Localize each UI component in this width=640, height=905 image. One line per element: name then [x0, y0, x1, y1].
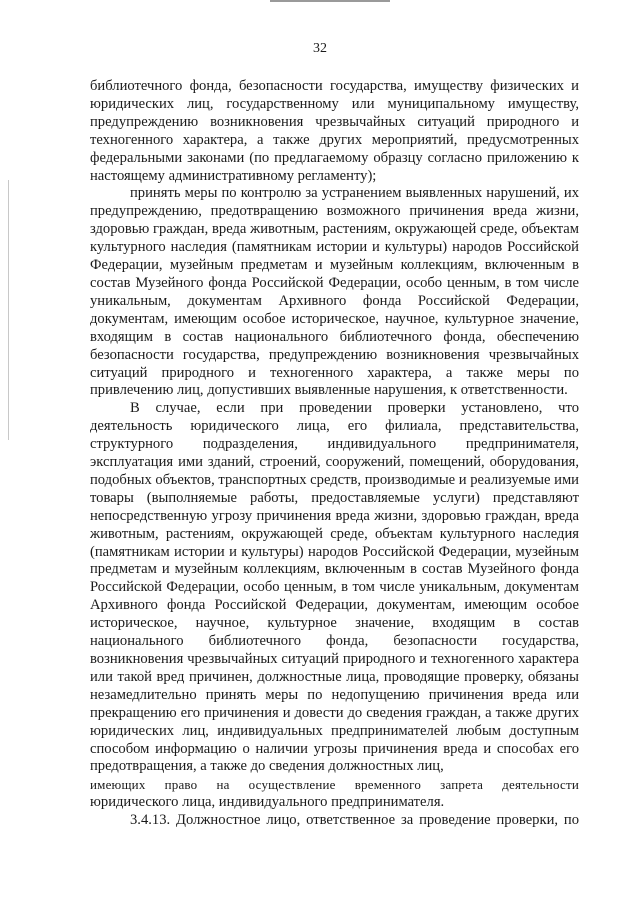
paragraph-3: В случае, если при проведении проверки установлено, что деятельность юридического лица, его филиала, представительства, структурного подразделения, индивидуального предпринимателя, эксплуатация ими зданий, строений, сооружений, помещений, оборудования, подобных объектов, транспортных средств, производимые и реализуемые ими товары (выполняемые работы, предоставляемые услуги) представляют непосредственную угрозу причинения вреда жизни, здоровью граждан, вреда животным, растениям, окружающей среде, объектам культурного наследия (памятникам истории и культуры) народов Российской Федерации, музейным предметам и музейным коллекциям, включенным в состав Музейного фонда Российской Федерации, особо ценным, в том числе уникальным, документам Архивного фонда Российской Федерации, документам, имеющим особое историческое, научное, культурное значение, входящим в состав национального библиотечного фонда, безопасности государства, возникновения чрезвычайных ситуаций природного и техногенного характера или такой вред причинен, должностные лица, проводящие проверку, обязаны незамедлительно принять меры по недопущению причинения вреда или прекращению его причинения и довести до сведения граждан, а также других юридических лиц, индивидуальных предпринимателей любым доступным способом информацию о наличии угрозы причинения вреда и способах его предотвращения, а также до сведения должностных лиц,: [90, 400, 579, 775]
paragraph-4: 3.4.13. Должностное лицо, ответственное за проведение проверки, по: [130, 812, 579, 829]
page-number: 32: [313, 41, 327, 56]
document-body: [90, 78, 579, 830]
paragraph-2: принять меры по контролю за устранением выявленных нарушений, их предупреждению, предотвращению возможного причинения вреда жизни, здоровью граждан, вреда животным, растениям, окружающей среде, объектам культурного наследия (памятникам истории и культуры) народов Российской Федерации, музейным предметам и музейным коллекциям, включенным в состав Музейного фонда Российской Федерации, особо ценным, в том числе уникальным, документам Архивного фонда Российской Федерации, документам, имеющим особое историческое, научное, культурное значение, входящим в состав национального библиотечного фонда, обеспечению безопасности государства, предупреждению возникновения чрезвычайных ситуаций природного и техногенного характера, а также меры по привлечению лиц, допустивших выявленные нарушения, к ответственности.: [90, 185, 579, 399]
paragraph-3-line-small: имеющих право на осуществление временного запрета деятельности: [90, 777, 579, 793]
paragraph-1: библиотечного фонда, безопасности государства, имуществу физических и юридических лиц, государственному или муниципальному имуществу, предупреждению возникновения чрезвычайных ситуаций природного и техногенного характера, а также других мероприятий, предусмотренных федеральными законами (по предлагаемому образцу согласно приложению к настоящему административному регламенту);: [90, 78, 579, 184]
scan-artifact-left: [8, 180, 9, 440]
paragraph-3-end: юридического лица, индивидуального предпринимателя.: [90, 794, 445, 811]
scan-artifact-top: [270, 0, 390, 2]
